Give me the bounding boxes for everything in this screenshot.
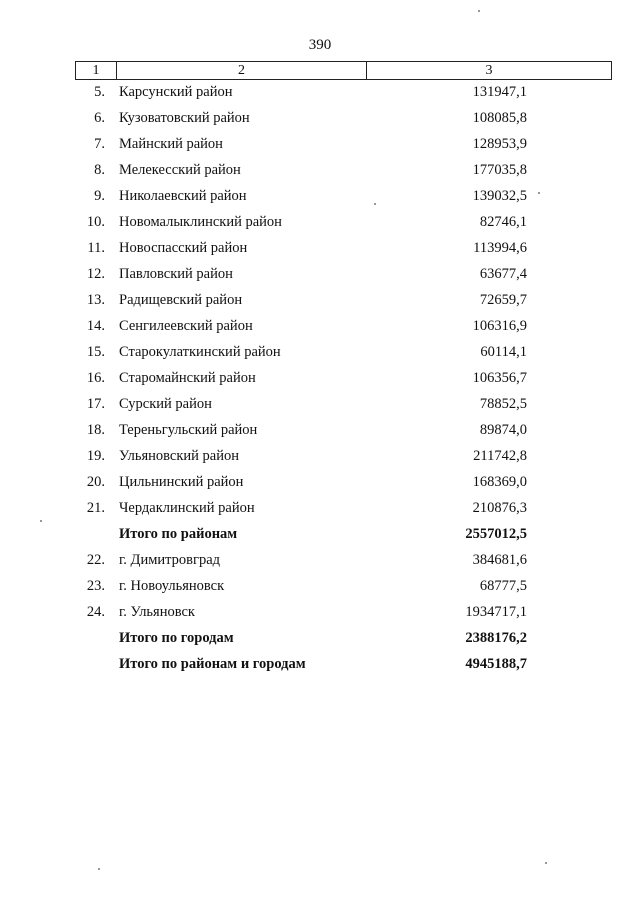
row-number: 18. [86, 422, 105, 438]
table-total-row [0, 628, 640, 654]
table-row [0, 186, 640, 212]
row-name: Мелекесский район [119, 162, 241, 178]
row-name: Сенгилеевский район [119, 318, 253, 334]
row-number: 13. [86, 292, 105, 308]
row-number: 10. [86, 214, 105, 230]
scan-speck [478, 10, 480, 12]
table-row [0, 134, 640, 160]
row-number: 15. [86, 344, 105, 360]
row-name: Старокулаткинский район [119, 344, 281, 360]
table-row [0, 238, 640, 264]
row-number: 22. [86, 552, 105, 568]
header-col-1: 1 [76, 62, 117, 79]
row-name: Карсунский район [119, 84, 233, 100]
table-row [0, 316, 640, 342]
table-row [0, 576, 640, 602]
row-number: 7. [94, 136, 105, 152]
table-row [0, 290, 640, 316]
row-name: г. Ульяновск [119, 604, 195, 620]
row-name: г. Димитровград [119, 552, 221, 568]
row-number: 8. [94, 162, 105, 178]
table-row [0, 342, 640, 368]
table-row [0, 368, 640, 394]
header-col-2: 2 [117, 62, 367, 79]
row-value: 113994,6 [473, 240, 527, 256]
scan-speck [98, 868, 100, 870]
row-number: 6. [94, 110, 105, 126]
row-name: Итого по районам [119, 526, 238, 542]
table-total-row [0, 524, 640, 550]
row-name: Радищевский район [119, 292, 243, 308]
row-value: 168369,0 [472, 474, 527, 490]
table-row [0, 420, 640, 446]
row-name: Павловский район [119, 266, 233, 282]
row-value: 177035,8 [472, 162, 527, 178]
row-value: 82746,1 [479, 214, 527, 230]
row-value: 210876,3 [472, 500, 527, 516]
table-row [0, 550, 640, 576]
scan-speck [374, 203, 376, 205]
table-header [75, 61, 612, 80]
row-name: Тереньгульский район [119, 422, 258, 438]
page-number: 390 [308, 37, 332, 53]
row-value: 2388176,2 [465, 630, 527, 646]
row-number: 24. [86, 604, 105, 620]
row-value: 68777,5 [479, 578, 527, 594]
scan-speck [545, 862, 547, 864]
row-value: 106316,9 [472, 318, 527, 334]
table-total-row [0, 654, 640, 680]
row-value: 211742,8 [473, 448, 527, 464]
table-row [0, 264, 640, 290]
row-name: Ульяновский район [119, 448, 240, 464]
row-name: Майнский район [119, 136, 223, 152]
row-name: Новомалыклинский район [119, 214, 282, 230]
row-name: Сурский район [119, 396, 212, 412]
row-value: 89874,0 [479, 422, 527, 438]
row-number: 9. [94, 188, 105, 204]
table-row [0, 472, 640, 498]
row-name: Итого по районам и городам [119, 656, 306, 672]
table-row [0, 212, 640, 238]
table-row [0, 160, 640, 186]
row-number: 20. [86, 474, 105, 490]
row-number: 19. [86, 448, 105, 464]
table-row [0, 498, 640, 524]
row-value: 108085,8 [472, 110, 527, 126]
row-value: 60114,1 [480, 344, 527, 360]
row-value: 4945188,7 [465, 656, 527, 672]
table-row [0, 82, 640, 108]
row-name: Николаевский район [119, 188, 247, 204]
row-number: 16. [86, 370, 105, 386]
row-value: 131947,1 [472, 84, 527, 100]
row-value: 384681,6 [472, 552, 527, 568]
row-number: 23. [86, 578, 105, 594]
row-name: Цильнинский район [119, 474, 244, 490]
table-row [0, 394, 640, 420]
row-value: 63677,4 [479, 266, 527, 282]
row-number: 11. [87, 240, 105, 256]
row-name: Новоспасский район [119, 240, 248, 256]
header-col-3: 3 [485, 63, 493, 78]
scan-speck [40, 520, 42, 522]
row-name: Кузоватовский район [119, 110, 250, 126]
table-row [0, 446, 640, 472]
row-name: Итого по городам [119, 630, 234, 646]
row-name: Чердаклинский район [119, 500, 255, 516]
row-number: 5. [94, 84, 105, 100]
table-row [0, 108, 640, 134]
row-value: 78852,5 [479, 396, 527, 412]
row-name: Старомайнский район [119, 370, 256, 386]
row-value: 128953,9 [472, 136, 527, 152]
table-row [0, 602, 640, 628]
row-value: 139032,5 [472, 188, 527, 204]
row-value: 106356,7 [472, 370, 527, 386]
row-value: 1934717,1 [465, 604, 527, 620]
table-body [0, 82, 640, 680]
row-value: 2557012,5 [465, 526, 527, 542]
row-number: 17. [86, 396, 105, 412]
row-name: г. Новоульяновск [119, 578, 225, 594]
row-number: 21. [86, 500, 105, 516]
row-number: 14. [86, 318, 105, 334]
scan-speck [538, 192, 540, 194]
row-number: 12. [86, 266, 105, 282]
row-value: 72659,7 [479, 292, 527, 308]
